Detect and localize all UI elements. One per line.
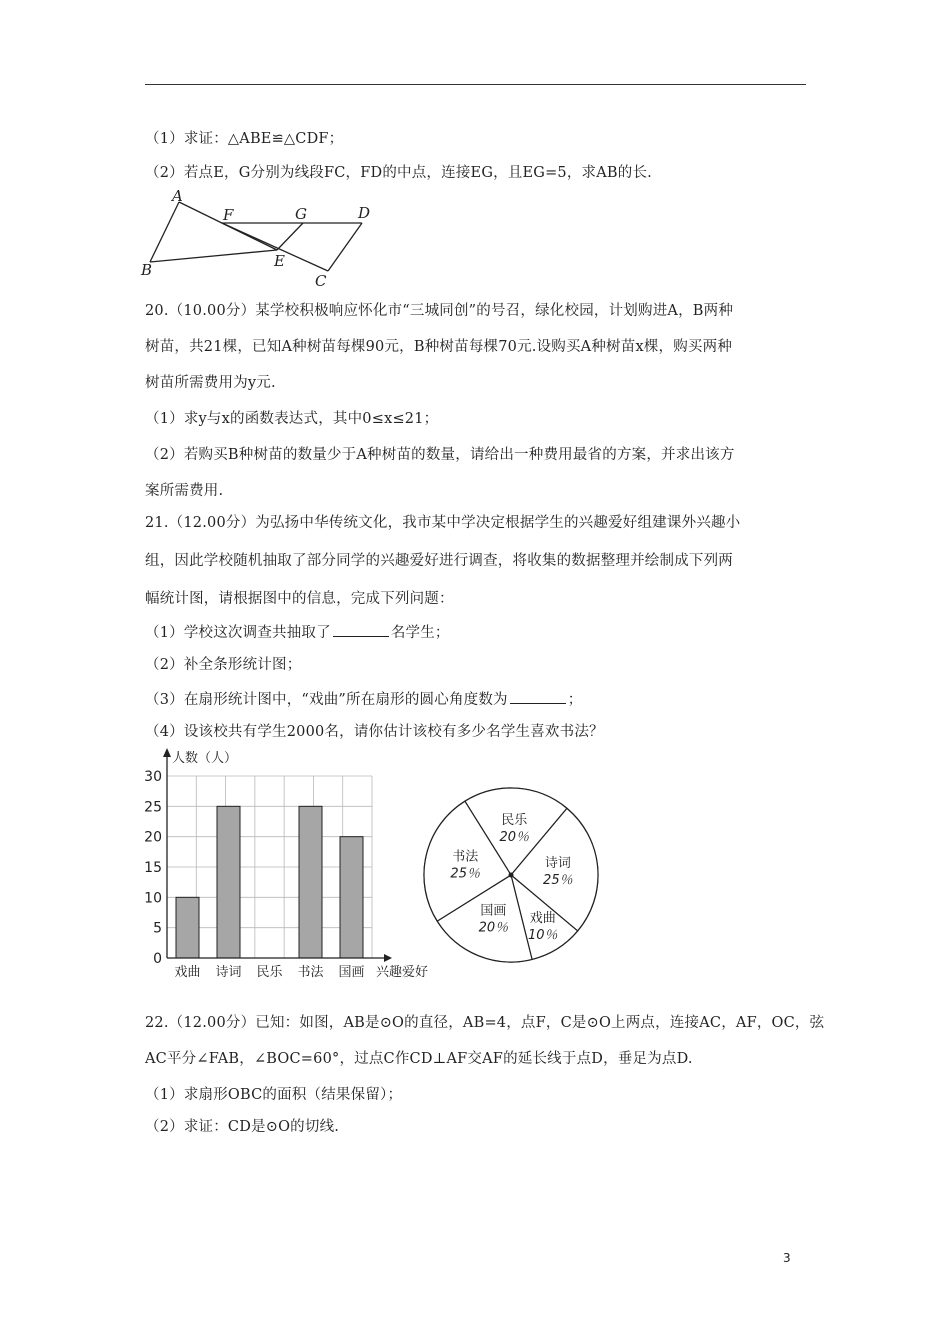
y-axis-arrow bbox=[163, 748, 171, 757]
pie-value-国画: 20％ bbox=[478, 920, 509, 936]
bar-国画 bbox=[340, 837, 363, 958]
y-tick-label: 15 bbox=[144, 860, 162, 876]
pie-value-民乐: 20％ bbox=[499, 830, 530, 846]
q22-part1: （1）求扇形OBC的面积（结果保留）； bbox=[145, 1087, 403, 1103]
x-tick-label: 戏曲 bbox=[174, 965, 201, 980]
q20-part1: （1）求y与x的函数表达式，其中0≤x≤21； bbox=[145, 411, 439, 427]
x-tick-label: 诗词 bbox=[215, 965, 242, 980]
pie-label-民乐: 民乐 bbox=[501, 813, 528, 829]
pie-center-dot bbox=[509, 873, 514, 878]
bar-诗词 bbox=[217, 806, 240, 958]
q21-part3-text: （3）在扇形统计图中，“戏曲”所在扇形的圆心角度数为 bbox=[145, 692, 508, 708]
pie-chart bbox=[420, 785, 610, 970]
point-label-C: C bbox=[315, 272, 327, 290]
segment-AB bbox=[150, 202, 179, 262]
answer-blank-1 bbox=[333, 622, 389, 637]
x-axis-label: 兴趣爱好 bbox=[376, 965, 429, 980]
answer-blank-2 bbox=[510, 689, 566, 704]
q21-line2: 组，因此学校随机抽取了部分同学的兴趣爱好进行调查，将收集的数据整理并绘制成下列两 bbox=[145, 553, 733, 569]
q22-line1: 22.（12.00分）已知：如图，AB是⊙O的直径，AB=4，点F，C是⊙O上两点，连接AC，AF，OC，弦 bbox=[145, 1015, 825, 1031]
pie-value-书法: 25％ bbox=[450, 866, 480, 882]
bar-戏曲 bbox=[176, 897, 199, 958]
y-tick-label: 0 bbox=[153, 951, 162, 967]
y-axis-label: 人数（人） bbox=[172, 751, 238, 766]
x-tick-label: 民乐 bbox=[256, 965, 283, 980]
q21-part1 bbox=[145, 622, 450, 642]
y-tick-label: 10 bbox=[144, 890, 162, 907]
q20-line3: 树苗所需费用为y元. bbox=[145, 375, 276, 391]
q20-line2: 树苗，共21棵，已知A种树苗每棵90元，B种树苗每棵70元.设购买A种树苗x棵，购买两种 bbox=[145, 339, 733, 355]
point-label-A: A bbox=[172, 187, 183, 205]
q21-line3: 幅统计图，请根据图中的信息，完成下列问题： bbox=[145, 591, 454, 607]
segment-EG bbox=[277, 223, 303, 250]
pie-value-戏曲: 10％ bbox=[528, 927, 558, 943]
bar-chart bbox=[140, 745, 450, 985]
page-number: 3 bbox=[783, 1251, 791, 1265]
q19-part2: （2）若点E，G分别为线段FC，FD的中点，连接EG，且EG=5，求AB的长. bbox=[145, 165, 652, 181]
q20-part2a: （2）若购买B种树苗的数量少于A种树苗的数量，请给出一种费用最省的方案，并求出该方 bbox=[145, 447, 735, 463]
q20-part2b: 案所需费用. bbox=[145, 483, 224, 499]
y-tick-label: 25 bbox=[144, 799, 162, 816]
q21-part2: （2）补全条形统计图； bbox=[145, 657, 302, 673]
q21-part1-text: （1）学校这次调查共抽取了 bbox=[145, 625, 331, 641]
point-label-G: G bbox=[295, 205, 307, 223]
y-tick-label: 30 bbox=[144, 769, 162, 785]
q21-part1-suffix: 名学生； bbox=[390, 625, 450, 641]
y-tick-label: 5 bbox=[153, 920, 162, 937]
y-tick-label: 20 bbox=[144, 829, 162, 846]
point-label-D: D bbox=[358, 204, 371, 222]
q21-part3-suffix: ； bbox=[567, 692, 583, 708]
header-rule bbox=[145, 84, 806, 85]
pie-label-诗词: 诗词 bbox=[544, 855, 571, 871]
x-tick-label: 书法 bbox=[297, 965, 324, 980]
q22-part2: （2）求证：CD是⊙O的切线. bbox=[145, 1119, 340, 1135]
pie-value-诗词: 25％ bbox=[543, 872, 573, 888]
bar-书法 bbox=[299, 806, 322, 958]
q19-geometry-figure bbox=[135, 185, 375, 290]
pie-label-书法: 书法 bbox=[452, 849, 479, 865]
segment-DC bbox=[328, 223, 362, 271]
x-tick-label: 国画 bbox=[338, 965, 365, 980]
q21-part4: （4）设该校共有学生2000名，请你估计该校有多少名学生喜欢书法？ bbox=[145, 724, 604, 740]
q20-line1: 20.（10.00分）某学校积极响应怀化市“三城同创”的号召，绿化校园，计划购进A，B两种 bbox=[145, 303, 734, 319]
pie-label-国画: 国画 bbox=[480, 903, 507, 919]
pie-label-戏曲: 戏曲 bbox=[529, 910, 556, 926]
q22-line2: AC平分∠FAB，∠BOC=60°，过点C作CD⊥AF交AF的延长线于点D，垂足为点D. bbox=[145, 1051, 693, 1067]
point-label-B: B bbox=[141, 261, 153, 279]
q21-line1: 21.（12.00分）为弘扬中华传统文化，我市某中学决定根据学生的兴趣爱好组建课外兴趣小 bbox=[145, 515, 741, 531]
q19-part1: （1）求证：△ABE≌△CDF； bbox=[145, 131, 344, 147]
q21-part3 bbox=[145, 689, 582, 709]
x-axis-arrow bbox=[384, 954, 392, 962]
point-label-F: F bbox=[223, 206, 234, 224]
point-label-E: E bbox=[274, 252, 285, 270]
segment-BE bbox=[150, 250, 277, 262]
